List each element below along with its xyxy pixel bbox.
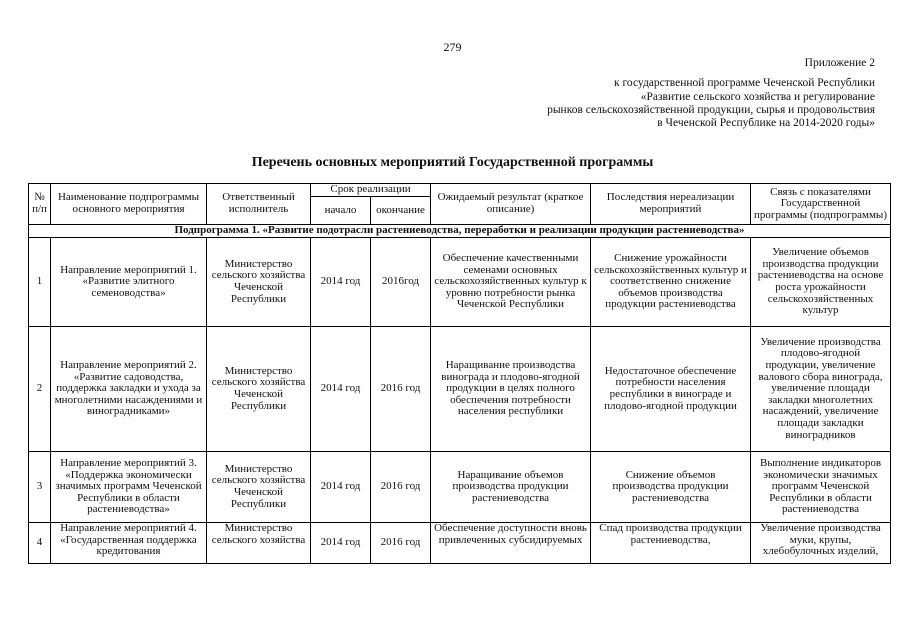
header-end: окончание — [371, 197, 431, 225]
cell-consequences: Снижение урожайности сельскохозяйственных культур и соответственно снижение объемов производства продукции растениеводства — [591, 238, 751, 327]
cell-executor: Министерство сельского хозяйства — [207, 523, 311, 564]
cell-executor: Министерство сельского хозяйства Чеченской Республики — [207, 327, 311, 452]
cell-link: Увеличение производства плодово-ягодной продукции, увеличение валового сбора винограда, увеличение площади закладки многолетних насаждений, увеличение площади закладки виноградников — [751, 327, 891, 452]
appendix-title: Приложение 2 — [804, 57, 875, 69]
cell-end: 2016год — [371, 238, 431, 327]
cell-result: Обеспечение качественными семенами основных сельскохозяйственных культур к уровню потребности рынка Чеченской Республики — [431, 238, 591, 327]
cell-name: Направление мероприятий 4. «Государственная поддержка кредитования — [51, 523, 207, 564]
subprogram-title: Подпрограмма 1. «Развитие подотрасли растениеводства, переработки и реализации продукции растениеводства» — [29, 225, 891, 238]
header-period: Срок реализации — [311, 184, 431, 197]
cell-name: Направление мероприятий 2. «Развитие садоводства, поддержка закладки и ухода за многолетними насаждениями и виноградниками» — [51, 327, 207, 452]
table-row — [29, 238, 891, 327]
cell-start: 2014 год — [311, 238, 371, 327]
appendix-line: к государственной программе Чеченской Республики — [614, 77, 875, 90]
document-title: Перечень основных мероприятий Государственной программы — [251, 155, 654, 170]
header-result: Ожидаемый результат (краткое описание) — [431, 184, 591, 225]
cell-start: 2014 год — [311, 452, 371, 523]
cell-consequences: Спад производства продукции растениеводства, — [591, 523, 751, 564]
cell-executor: Министерство сельского хозяйства Чеченской Республики — [207, 452, 311, 523]
cell-link: Увеличение производства муки, крупы, хлебобулочных изделий, — [751, 523, 891, 564]
cell-link: Увеличение объемов производства продукции растениеводства на основе роста урожайности сельскохозяйственных культур — [751, 238, 891, 327]
cell-name: Направление мероприятий 1. «Развитие элитного семеноводства» — [51, 238, 207, 327]
appendix-line: рынков сельскохозяйственной продукции, сырья и продовольствия — [547, 103, 875, 116]
table-row — [29, 523, 891, 564]
cell-name: Направление мероприятий 3. «Поддержка экономически значимых программ Чеченской Республики в области растениеводства» — [51, 452, 207, 523]
cell-num: 1 — [29, 238, 51, 327]
header-num: № п/п — [29, 184, 51, 225]
header-executor: Ответственный исполнитель — [207, 184, 311, 225]
header-start: начало — [311, 197, 371, 225]
measures-table — [28, 183, 891, 564]
header-name: Наименование подпрограммы основного мероприятия — [51, 184, 207, 225]
cell-result: Наращивание объемов производства продукции растениеводства — [431, 452, 591, 523]
cell-executor: Министерство сельского хозяйства Чеченской Республики — [207, 238, 311, 327]
table-row — [29, 327, 891, 452]
cell-link: Выполнение индикаторов экономически значимых программ Чеченской Республики в области растениеводства — [751, 452, 891, 523]
cell-num: 2 — [29, 327, 51, 452]
header-consequences: Последствия нереализации мероприятий — [591, 184, 751, 225]
cell-num: 3 — [29, 452, 51, 523]
cell-end: 2016 год — [371, 452, 431, 523]
page-number: 279 — [443, 40, 462, 54]
appendix-line: «Развитие сельского хозяйства и регулирование — [640, 90, 875, 103]
cell-result: Наращивание производства винограда и плодово-ягодной продукции в целях полного обеспечения потребности населения республики — [431, 327, 591, 452]
cell-consequences: Недостаточное обеспечение потребности населения республики в винограде и плодово-ягодной продукции — [591, 327, 751, 452]
cell-num: 4 — [29, 523, 51, 564]
cell-end: 2016 год — [371, 523, 431, 564]
appendix-line: в Чеченской Республике на 2014-2020 годы» — [657, 117, 875, 130]
cell-start: 2014 год — [311, 327, 371, 452]
cell-result: Обеспечение доступности вновь привлеченных субсидируемых — [431, 523, 591, 564]
table-row — [29, 452, 891, 523]
cell-end: 2016 год — [371, 327, 431, 452]
appendix-block — [547, 57, 875, 130]
cell-consequences: Снижение объемов производства продукции растениеводства — [591, 452, 751, 523]
header-link: Связь с показателями Государственной программы (подпрограммы) — [751, 184, 891, 225]
cell-start: 2014 год — [311, 523, 371, 564]
